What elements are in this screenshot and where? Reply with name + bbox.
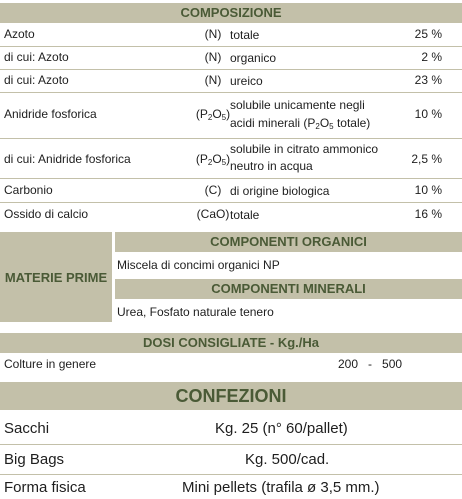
nutrient-symbol: (N): [204, 50, 222, 64]
nutrient-name: di cui: Azoto: [4, 73, 69, 87]
packaging-row: [0, 479, 462, 499]
organic-components-header: [115, 232, 462, 252]
nutrient-description: organico: [230, 51, 277, 65]
mineral-components-title: COMPONENTI MINERALI: [211, 281, 366, 296]
packaging-label: Forma fisica: [4, 479, 86, 496]
packaging-value: Kg. 25 (n° 60/pallet): [215, 420, 348, 437]
nutrient-description-line2: acidi minerali ($P_2O_5$ totale): [230, 116, 371, 131]
row-divider: [0, 138, 462, 139]
composition-row: [0, 140, 462, 178]
nutrient-name: Ossido di calcio: [4, 207, 89, 221]
packaging-label: Big Bags: [4, 451, 65, 468]
nutrient-symbol: (C): [204, 183, 222, 197]
packaging-title: CONFEZIONI: [175, 386, 287, 406]
row-divider: [0, 202, 462, 203]
nutrient-percent: 2,5 %: [411, 152, 442, 166]
nutrient-description-line1: solubile in citrato ammonico: [230, 142, 379, 156]
composition-title: COMPOSIZIONE: [180, 5, 282, 20]
doses-range: 200 - 500: [338, 357, 403, 371]
row-divider: [0, 46, 462, 47]
nutrient-name: Anidride fosforica: [4, 107, 97, 121]
nutrient-percent: 25 %: [414, 27, 442, 41]
raw-materials-label-text: MATERIE PRIME: [4, 269, 108, 285]
nutrient-description: totale: [230, 208, 260, 222]
packaging-row: [0, 451, 462, 471]
composition-row: [0, 27, 462, 44]
nutrient-name: Azoto: [4, 27, 35, 41]
nutrient-description-line1: solubile unicamente negli: [230, 98, 365, 112]
nutrient-description-line2: neutro in acqua: [230, 159, 313, 173]
nutrient-percent: 2 %: [421, 50, 442, 64]
packaging-value: Mini pellets (trafila ø 3,5 mm.): [182, 479, 380, 496]
nutrient-description: totale: [230, 28, 260, 42]
packaging-header: [0, 382, 462, 410]
nutrient-symbol: (N): [204, 27, 222, 41]
packaging-row: [0, 420, 462, 440]
organic-components-title: COMPONENTI ORGANICI: [210, 234, 367, 249]
nutrient-percent: 10 %: [414, 107, 442, 121]
packaging-value: Kg. 500/cad.: [245, 451, 330, 468]
raw-materials-label: [0, 232, 112, 322]
nutrient-name: di cui: Azoto: [4, 50, 69, 64]
row-divider: [0, 474, 462, 475]
composition-header: [0, 3, 462, 23]
packaging-label: Sacchi: [4, 420, 50, 437]
nutrient-description: di origine biologica: [230, 184, 330, 198]
nutrient-symbol: (N): [204, 73, 222, 87]
composition-row: [0, 73, 462, 90]
nutrient-symbol: (CaO): [196, 207, 230, 221]
mineral-components-header: [115, 279, 462, 299]
row-divider: [0, 69, 462, 70]
doses-row: [0, 357, 462, 374]
doses-title: DOSI CONSIGLIATE - Kg./Ha: [143, 335, 319, 350]
organic-components-text: Miscela di concimi organici NP: [117, 258, 280, 272]
nutrient-symbol: $(P_2O_5)$: [195, 152, 231, 167]
row-divider: [0, 178, 462, 179]
composition-row: [0, 207, 462, 224]
nutrient-description: ureico: [230, 74, 263, 88]
nutrient-name: di cui: Anidride fosforica: [4, 152, 131, 166]
nutrient-symbol: $(P_2O_5)$: [195, 107, 231, 122]
composition-row: [0, 95, 462, 135]
doses-crop: Colture in genere: [4, 357, 97, 371]
nutrient-name: Carbonio: [4, 183, 53, 197]
row-divider: [0, 444, 462, 445]
mineral-components-text: Urea, Fosfato naturale tenero: [117, 305, 274, 319]
nutrient-percent: 16 %: [414, 207, 442, 221]
doses-header: [0, 333, 462, 353]
row-divider: [0, 92, 462, 93]
composition-row: [0, 183, 462, 200]
nutrient-percent: 23 %: [414, 73, 442, 87]
nutrient-percent: 10 %: [414, 183, 442, 197]
composition-row: [0, 50, 462, 67]
